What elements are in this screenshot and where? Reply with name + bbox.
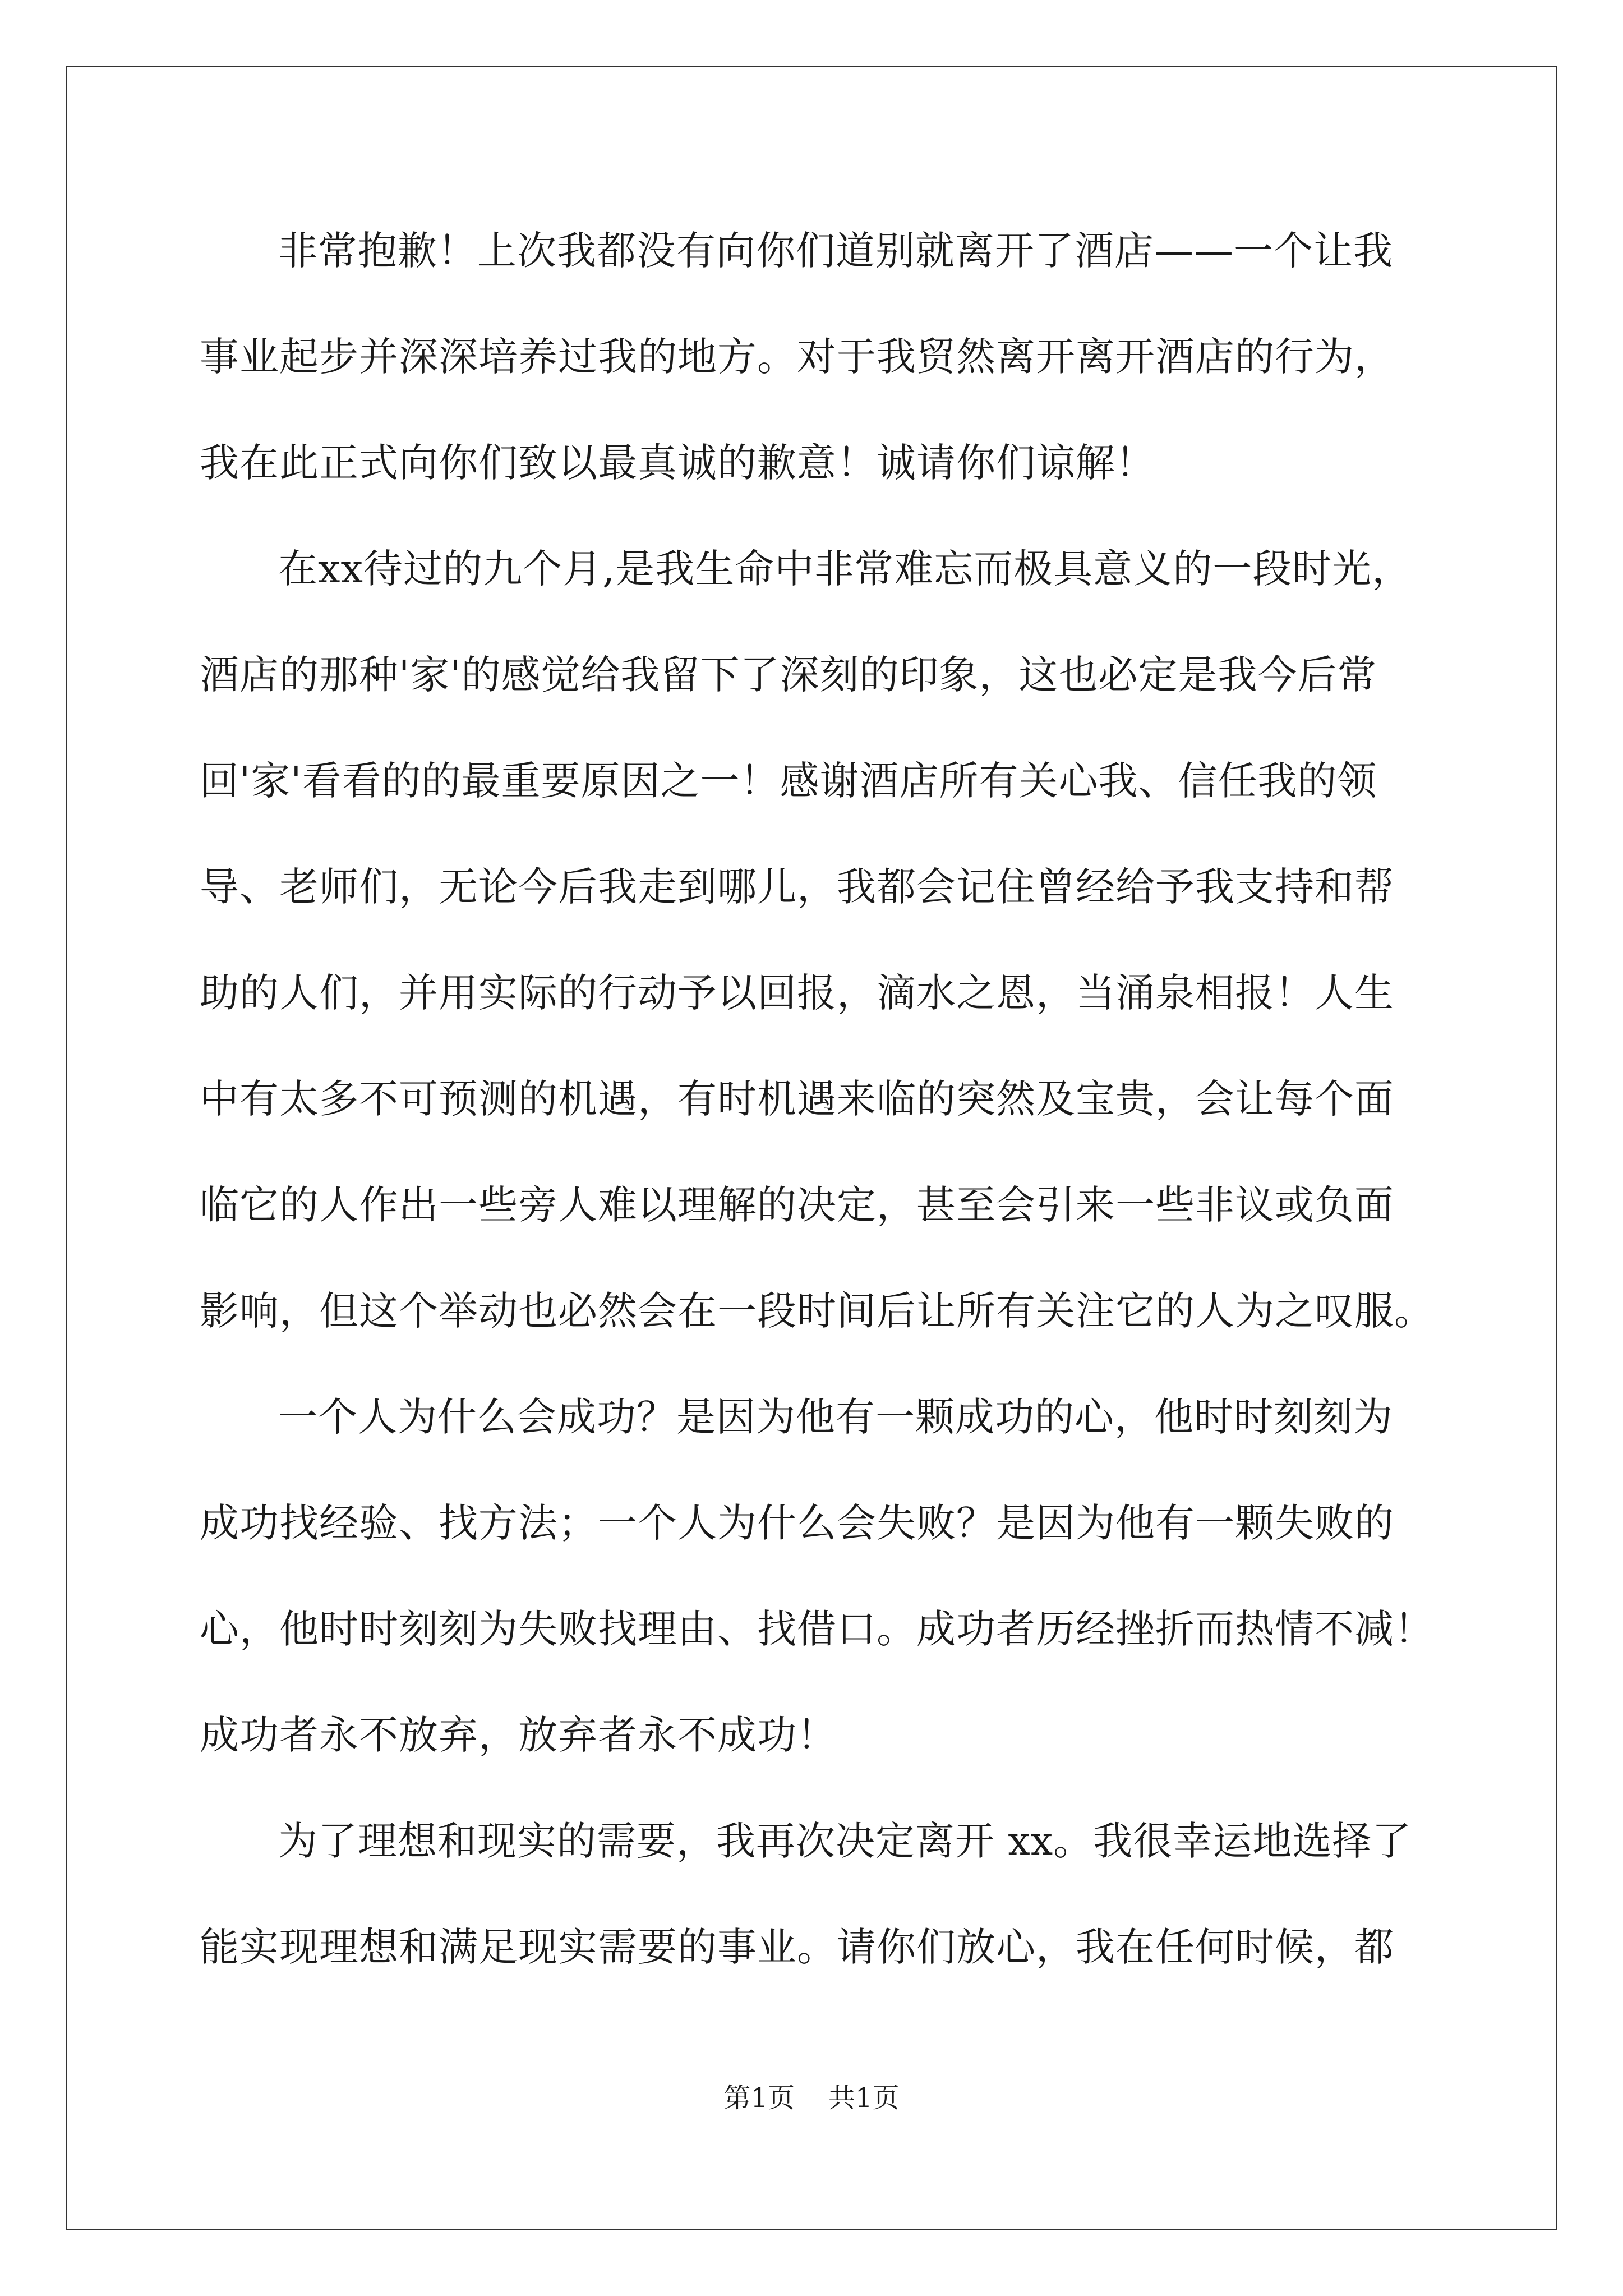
- text-line: 非常抱歉！上次我都没有向你们道别就离开了酒店——一个让我: [278, 228, 1393, 274]
- text-line: 助的人们，并用实际的行动予以回报，滴水之恩，当涌泉相报！人生: [200, 970, 1394, 1016]
- text-line: 事业起步并深深培养过我的地方。对于我贸然离开离开酒店的行为，: [200, 334, 1394, 380]
- page-footer: [0, 2081, 1623, 2115]
- text-line: 回'家'看看的的最重要原因之一！感谢酒店所有关心我、信任我的领: [200, 758, 1377, 804]
- text-line: 成功找经验、找方法；一个人为什么会失败？是因为他有一颗失败的: [200, 1500, 1394, 1546]
- text-line: 影响，但这个举动也必然会在一段时间后让所有关注它的人为之叹服。: [200, 1288, 1434, 1334]
- document-body: [200, 223, 1434, 2025]
- page-total: 共1页: [828, 2082, 900, 2114]
- text-line: 中有太多不可预测的机遇，有时机遇来临的突然及宝贵，会让每个面: [200, 1076, 1394, 1122]
- text-line: 心，他时时刻刻为失败找理由、找借口。成功者历经挫折而热情不减！: [200, 1606, 1434, 1652]
- text-line: 成功者永不放弃，放弃者永不成功！: [200, 1712, 837, 1758]
- text-line: 酒店的那种'家'的感觉给我留下了深刻的印象，这也必定是我今后常: [200, 652, 1377, 698]
- text-line: 在xx待过的九个月,是我生命中非常难忘而极具意义的一段时光，: [278, 546, 1412, 592]
- text-line: 一个人为什么会成功？是因为他有一颗成功的心，他时时刻刻为: [278, 1394, 1393, 1440]
- text-line: 我在此正式向你们致以最真诚的歉意！诚请你们谅解！: [200, 440, 1155, 486]
- text-line: 能实现理想和满足现实需要的事业。请你们放心，我在任何时候，都: [200, 1924, 1394, 1970]
- text-line: 临它的人作出一些旁人难以理解的决定，甚至会引来一些非议或负面: [200, 1182, 1394, 1228]
- page-number: 第1页: [723, 2082, 795, 2114]
- text-line: 导、老师们，无论今后我走到哪儿，我都会记住曾经给予我支持和帮: [200, 864, 1394, 910]
- text-line: 为了理想和现实的需要，我再次决定离开 xx。我很幸运地选择了: [278, 1818, 1412, 1864]
